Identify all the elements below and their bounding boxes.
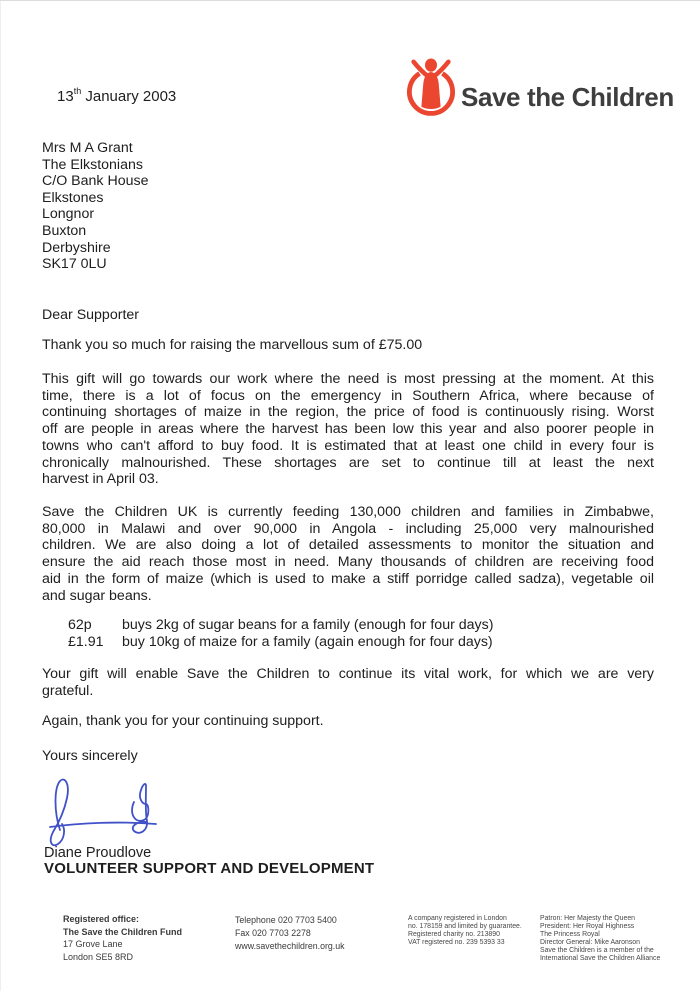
thank-you-line: Thank you so much for raising the marvellous sum of £75.00 xyxy=(42,337,423,353)
donation-amount: £1.91 xyxy=(68,634,104,650)
paragraph-line: ensure the aid reach those most in need. Many thousands of children are receiving food xyxy=(42,554,654,571)
patronage-line: President: Her Royal Highness xyxy=(540,922,635,930)
save-the-children-mark-icon xyxy=(404,56,458,118)
footer-registered-office xyxy=(63,913,182,963)
registration-line: VAT registered no. 239 5393 33 xyxy=(408,938,505,946)
registered-office-address: London SE5 8RD xyxy=(63,951,134,962)
patronage-line: International Save the Children Alliance xyxy=(540,954,661,962)
address-line: Mrs M A Grant xyxy=(42,140,133,156)
paragraph-line: and sugar beans. xyxy=(42,587,152,604)
footer-patronage xyxy=(540,915,660,962)
footer-contact-details xyxy=(235,914,345,953)
donation-description: buys 2kg of sugar beans for a family (enough for four days) xyxy=(122,617,494,633)
patronage-line: Patron: Her Majesty the Queen xyxy=(540,915,635,922)
body-paragraph-1 xyxy=(42,371,654,488)
paragraph-line: aid in the form of maize (which is used to make a stiff porridge called sadza), vegetable oil xyxy=(42,570,654,587)
registered-office-address: 17 Grove Lane xyxy=(63,939,123,949)
address-line: Derbyshire xyxy=(42,239,111,256)
registered-office-org: The Save the Children Fund xyxy=(63,926,183,937)
address-line: Buxton xyxy=(42,222,87,239)
patronage-line: Director General: Mike Aaronson xyxy=(540,938,640,946)
paragraph-line: Your gift will enable Save the Children to continue its vital work, for which we are very xyxy=(42,666,654,682)
signatory-title: VOLUNTEER SUPPORT AND DEVELOPMENT xyxy=(44,860,375,877)
date-day: 13 xyxy=(57,88,74,105)
donation-row xyxy=(68,617,493,634)
paragraph-line: time, there is a lot of focus on the emergency in Southern Africa, where because of xyxy=(42,387,654,404)
paragraph-line: grateful. xyxy=(42,682,94,699)
closing-thanks: Again, thank you for your continuing support. xyxy=(42,713,324,729)
paragraph-line: continuing shortages of maize in the region, the price of food is continuously rising. Worst xyxy=(42,404,654,421)
address-line: Longnor xyxy=(42,206,95,223)
paragraph-line: children. We are also doing a lot of detailed assessments to monitor the situation and xyxy=(42,537,654,554)
donation-description: buy 10kg of maize for a family (again enough for four days) xyxy=(122,634,493,650)
registration-line: no. 178159 and limited by guarantee. xyxy=(408,922,522,930)
body-paragraph-3 xyxy=(42,666,654,699)
website-line: www.savethechildren.org.uk xyxy=(235,941,345,951)
patronage-line: The Princess Royal xyxy=(540,930,600,938)
brand-wordmark: Save the Children xyxy=(461,82,674,112)
paragraph-line: chronically malnourished. These shortages are set to continue till at least the next xyxy=(42,454,654,471)
patronage-line: Save the Children is a member of the xyxy=(540,946,654,954)
date-month-year: January 2003 xyxy=(81,88,177,105)
registration-line: Registered charity no. 213890 xyxy=(408,930,500,938)
paragraph-line: towns who can't afford to buy food. It is estimated that at least one child in every four is xyxy=(42,437,654,454)
recipient-address xyxy=(42,140,148,273)
paragraph-line: Save the Children UK is currently feeding 130,000 children and families in Zimbabwe, xyxy=(42,504,654,520)
address-line: SK17 0LU xyxy=(42,256,107,273)
registered-office-heading: Registered office: xyxy=(63,914,140,924)
body-paragraph-2 xyxy=(42,504,654,604)
donation-table xyxy=(68,617,493,651)
letter-date xyxy=(57,87,176,105)
donation-amount: 62p xyxy=(68,617,92,633)
fax-line: Fax 020 7703 2278 xyxy=(235,928,311,938)
salutation: Dear Supporter xyxy=(42,307,139,323)
paragraph-line: 80,000 in Malawi and over 90,000 in Angola - including 25,000 very malnourished xyxy=(42,520,654,537)
signatory-name: Diane Proudlove xyxy=(44,845,152,861)
paragraph-line: harvest in April 03. xyxy=(42,471,159,488)
handwritten-signature xyxy=(44,774,184,852)
date-ordinal-suffix: th xyxy=(73,86,82,96)
paragraph-line: This gift will go towards our work where the need is most pressing at the moment. At this xyxy=(42,371,654,387)
address-line: Elkstones xyxy=(42,189,104,206)
valediction: Yours sincerely xyxy=(42,748,138,764)
address-line: The Elkstonians xyxy=(42,156,143,173)
registration-line: A company registered in London xyxy=(408,915,507,922)
telephone-line: Telephone 020 7703 5400 xyxy=(235,915,337,925)
paragraph-line: off are people in areas where the harvest has been low this year and also poorer people in xyxy=(42,421,654,438)
donation-row xyxy=(68,634,493,651)
address-line: C/O Bank House xyxy=(42,173,149,190)
footer-company-registration xyxy=(408,915,522,947)
